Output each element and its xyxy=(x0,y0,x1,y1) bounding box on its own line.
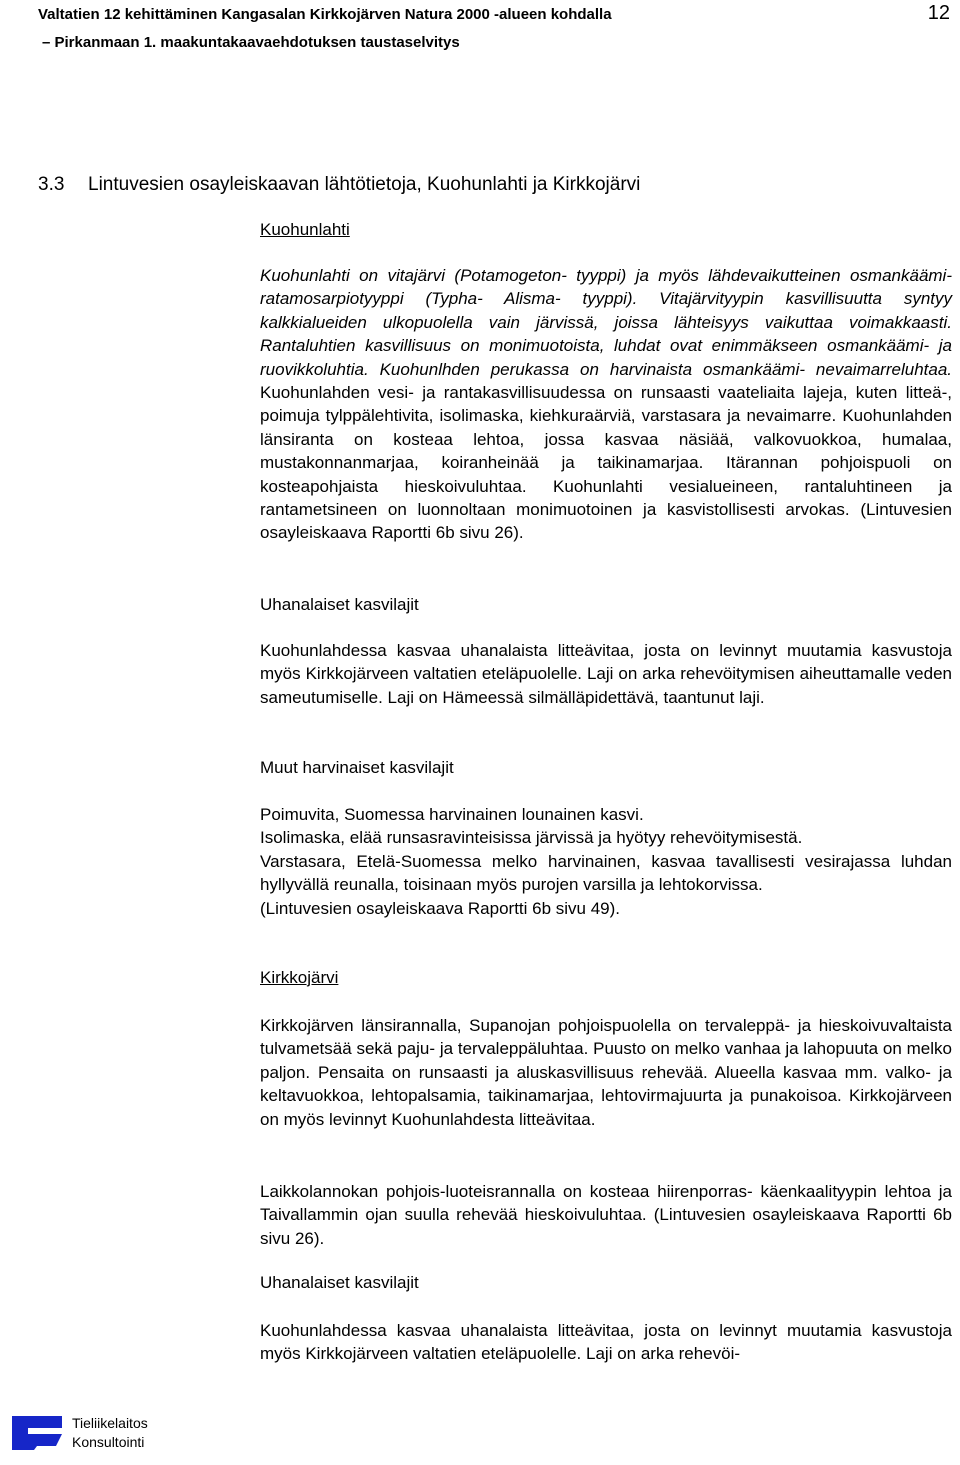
section-title: Lintuvesien osayleiskaavan lähtötietoja, Kuohunlahti ja Kirkkojärvi xyxy=(88,174,641,195)
page-number: 12 xyxy=(927,2,950,24)
kirkkojarvi-description: Kirkkojärven länsirannalla, Supanojan pohjoispuolella on tervaleppä- ja hieskoivuvaltaista tulvametsää sekä paju- ja tervaleppäluhtaa. Puusto on melko vanhaa ja lahopuuta on melko paljon. Pensaita on runsaasti ja aluskasvillisuus rehevää. Alueella kasvaa mm. valko- ja keltavuokkoa, lehtopalsamia, taikinamarjaa, lehtovirmajuurta ja punakoisoa. Kirkkojärveen on myös levinnyt Kuohunlahdesta litteävitaa. xyxy=(260,1016,952,1129)
threatened-text-1: Kuohunlahdessa kasvaa uhanalaista litteävitaa, josta on levinnyt muutamia kasvustoja myös Kirkkojärveen valtatien eteläpuolelle. Laji on arka rehevöitymisen aiheuttamalle veden sameutumiselle. Laji on Hämeessä silmälläpidettävä, taantunut laji. xyxy=(260,641,952,707)
rare-species-heading: Muut harvinaiset kasvilajit xyxy=(260,758,454,777)
kuohunlahti-description-italic: Kuohunlahti on vitajärvi (Potamogeton- tyyppi) ja myös lähdevaikutteinen osmankäämi- ratamosarpiotyyppi (Typha- Alisma- tyyppi). Vitajärvityypin kasvillisuutta syntyy kalkkialueiden ulkopuolella vain järvissä, joissa lähteisyys vaikuttaa voimakkaasti. Rantaluhtien kasvillisuus on monimuotoista, luhdat ovat enimmäkseen osmankäämi- ja ruovikkoluhtia. Kuohunlhden perukassa on harvinaista osmankäämi- nevaimarreluhtaa. xyxy=(260,266,952,379)
threatened-text-2: Kuohunlahdessa kasvaa uhanalaista litteävitaa, josta on levinnyt muutamia kasvustoja myös Kirkkojärveen valtatien eteläpuolelle. Laji on arka rehevöi- xyxy=(260,1321,952,1364)
section-heading xyxy=(38,174,641,196)
threatened-heading-1: Uhanalaiset kasvilajit xyxy=(260,595,419,614)
kuohunlahti-heading: Kuohunlahti xyxy=(260,220,350,239)
kuohunlahti-description xyxy=(260,264,952,545)
section-number: 3.3 xyxy=(38,174,65,195)
rare-species-item: Poimuvita, Suomessa harvinainen lounainen kasvi. xyxy=(260,805,644,824)
header-subtitle: – Pirkanmaan 1. maakuntakaavaehdotuksen taustaselvitys xyxy=(42,34,460,51)
threatened-heading-2: Uhanalaiset kasvilajit xyxy=(260,1273,419,1292)
rare-species-item: Varstasara, Etelä-Suomessa melko harvinainen, kasvaa tavallisesti vesirajassa luhdan hyllyvällä reunalla, toisinaan myös purojen varsilla ja lehtokorvissa. xyxy=(260,851,952,895)
organization-line-1: Tieliikelaitos xyxy=(72,1415,148,1431)
organization-line-2: Konsultointi xyxy=(72,1434,145,1450)
kuohunlahti-description-rest: Kuohunlahden vesi- ja rantakasvillisuudessa on runsaasti vaateliaita lajeja, kuten litteä-, poimuja tylppälehtivita, isolimaska, kiehkuraärviä, varstasara ja nevaimarre. Kuohunlahden länsiranta on kosteaa lehtoa, jossa kasvaa näsiää, valkovuokkoa, humalaa, mustakonnanmarjaa, koiranheinää ja taikinamarjaa. Itärannan pohjoispuoli on kosteapohjaista hieskoivuluhtaa. Kuohunlahti vesialueineen, rantaluhtineen ja rantametsineen on luonnoltaan monimuotoinen ja kasvistollisesti arvokas. (Lintuvesien osayleiskaava Raportti 6b sivu 26). xyxy=(260,383,952,543)
rare-species-list xyxy=(260,803,952,920)
rare-species-item: Isolimaska, elää runsasravinteisissa järvissä ja hyötyy rehevöitymisestä. xyxy=(260,828,803,848)
tieliikelaitos-logo-icon xyxy=(12,1412,62,1450)
header-title: Valtatien 12 kehittäminen Kangasalan Kirkkojärven Natura 2000 -alueen kohdalla xyxy=(38,6,612,23)
rare-species-source: (Lintuvesien osayleiskaava Raportti 6b sivu 49). xyxy=(260,898,621,918)
kirkkojarvi-description-2: Laikkolannokan pohjois-luoteisrannalla on kosteaa hiirenporras- käenkaalityypin lehtoa ja Taivallammin ojan suulla rehevää hieskoivuluhtaa. (Lintuvesien osayleiskaava Raportti 6b sivu 26). xyxy=(260,1182,952,1248)
kirkkojarvi-heading: Kirkkojärvi xyxy=(260,968,339,987)
organization-name xyxy=(72,1414,148,1452)
